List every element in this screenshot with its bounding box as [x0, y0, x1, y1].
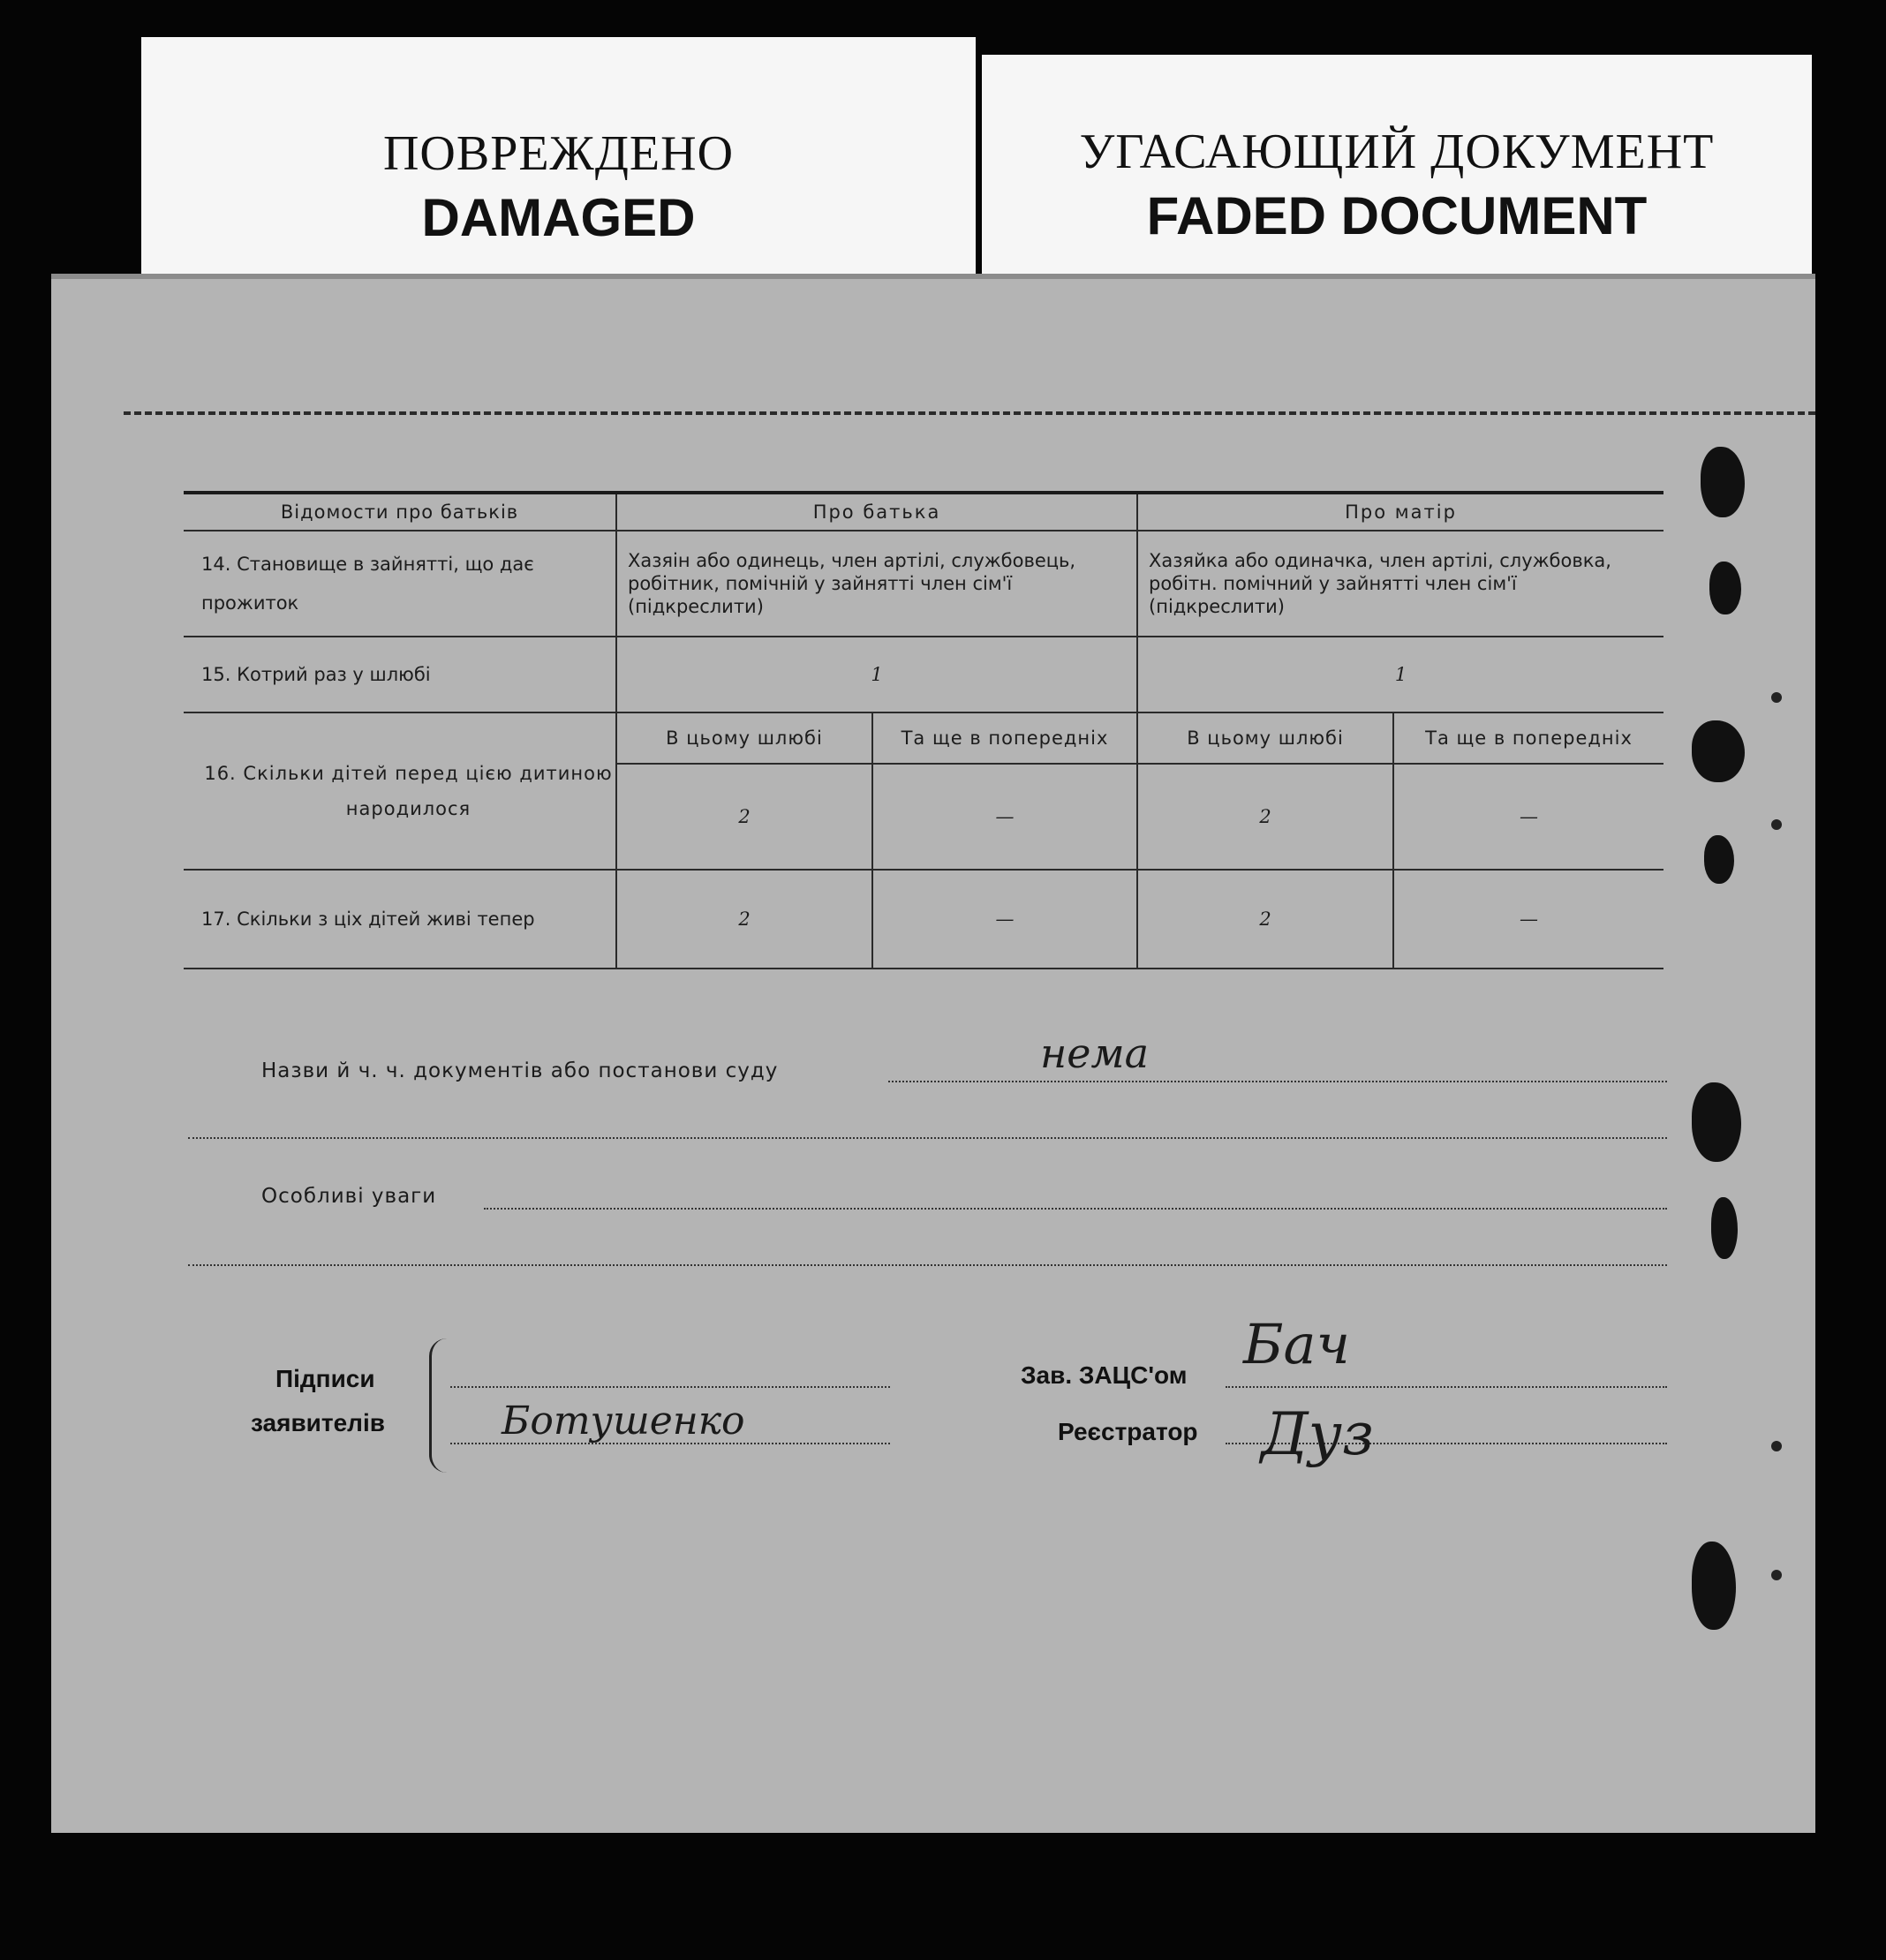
row-15-label — [184, 637, 616, 712]
punch-dot — [1771, 692, 1782, 703]
header-father: Про батька — [616, 493, 1137, 531]
docs-dotted-line-2 — [188, 1137, 1667, 1139]
damaged-tag — [141, 37, 976, 284]
row-14-father: Хазяін або одинець, член артілі, службовець, робітник, помічній у зайнятті член сім'ї (підкреслити) — [616, 531, 1137, 637]
children-subheader-row — [184, 712, 1663, 764]
row-16-mother-previous: — — [1393, 764, 1663, 870]
row-14-mother: Хазяйка або одиначка, член артілі, службовка, робітн. помічний у зайнятті член сім'ї (підкреслити) — [1137, 531, 1663, 637]
row-15-father: 1 — [616, 637, 1137, 712]
row-17-children-alive — [184, 870, 1663, 969]
parents-info-table — [184, 491, 1663, 969]
docs-label: Назви й ч. ч. документів або постанови суду — [261, 1059, 779, 1082]
row-17-label — [184, 870, 616, 969]
punch-dot — [1771, 819, 1782, 830]
docs-value: нема — [1040, 1029, 1150, 1077]
torn-hole — [1692, 1082, 1741, 1162]
damaged-tag-ru: ПОВРЕЖДЕНО — [382, 126, 735, 181]
torn-hole — [1692, 720, 1745, 782]
notes-dotted-line — [484, 1208, 1667, 1210]
subheader-mother-previous: Та ще в попередніх — [1393, 712, 1663, 764]
subheader-father-this: В цьому шлюбі — [616, 712, 872, 764]
faded-tag-ru: УГАСАЮЩИЙ ДОКУМЕНТ — [1079, 124, 1715, 179]
faded-document-tag — [982, 55, 1812, 311]
torn-hole — [1704, 835, 1734, 884]
head-sig-line — [1226, 1386, 1667, 1388]
docs-dotted-line — [888, 1081, 1667, 1082]
subheader-mother-this: В цьому шлюбі — [1137, 712, 1393, 764]
row-15-marriage-count — [184, 637, 1663, 712]
row-17-number: 17. — [201, 908, 231, 930]
header-mother: Про матір — [1137, 493, 1663, 531]
punch-dot — [1771, 1570, 1782, 1580]
row-17-text: Скільки з ціх дітей живі тепер — [237, 908, 535, 930]
table-header-row — [184, 493, 1663, 531]
row-15-mother: 1 — [1137, 637, 1663, 712]
row-16-text: Скільки дітей перед цією дитиною народилося — [243, 763, 613, 819]
row-17-mother-previous: — — [1393, 870, 1663, 969]
row-16-father-previous: — — [872, 764, 1137, 870]
torn-hole — [1701, 447, 1745, 517]
torn-hole — [1692, 1542, 1736, 1630]
notes-label: Особливі уваги — [261, 1185, 437, 1208]
row-14-number: 14. — [201, 554, 231, 575]
header-parents-info: Відомости про батьків — [184, 493, 616, 531]
row-17-mother-this: 2 — [1137, 870, 1393, 969]
applicants-label-2: заявителів — [251, 1409, 385, 1436]
subheader-father-previous: Та ще в попередніх — [872, 712, 1137, 764]
punch-dot — [1771, 1441, 1782, 1451]
torn-hole — [1711, 1197, 1738, 1259]
row-15-number: 15. — [201, 664, 231, 685]
row-16-label — [184, 712, 616, 870]
notes-dotted-line-2 — [188, 1264, 1667, 1266]
applicant-signature: Ботушенко — [502, 1398, 745, 1444]
applicants-label-1: Підписи — [275, 1365, 375, 1392]
registrar-label: Реєстратор — [1058, 1418, 1198, 1445]
perforation-line — [124, 411, 1815, 415]
row-17-father-this: 2 — [616, 870, 872, 969]
registration-form-sheet — [51, 274, 1815, 1833]
row-15-text: Котрий раз у шлюбі — [237, 664, 431, 685]
row-16-mother-this: 2 — [1137, 764, 1393, 870]
row-14-text: Становище в зайнятті, що дає прожиток — [201, 554, 534, 614]
torn-hole — [1709, 562, 1741, 614]
faded-tag-en: FADED DOCUMENT — [1146, 186, 1648, 245]
applicants-brace — [429, 1338, 449, 1473]
head-signature: Бач — [1243, 1312, 1351, 1376]
applicant-sig-line-1 — [450, 1386, 890, 1388]
row-14-label — [184, 531, 616, 637]
row-16-father-this: 2 — [616, 764, 872, 870]
registrar-signature: Дуз — [1261, 1400, 1374, 1468]
head-label: Зав. ЗАЦС'ом — [1021, 1361, 1188, 1389]
row-17-father-previous: — — [872, 870, 1137, 969]
row-14-occupation — [184, 531, 1663, 637]
damaged-tag-en: DAMAGED — [421, 188, 696, 247]
row-16-number: 16. — [204, 763, 237, 784]
